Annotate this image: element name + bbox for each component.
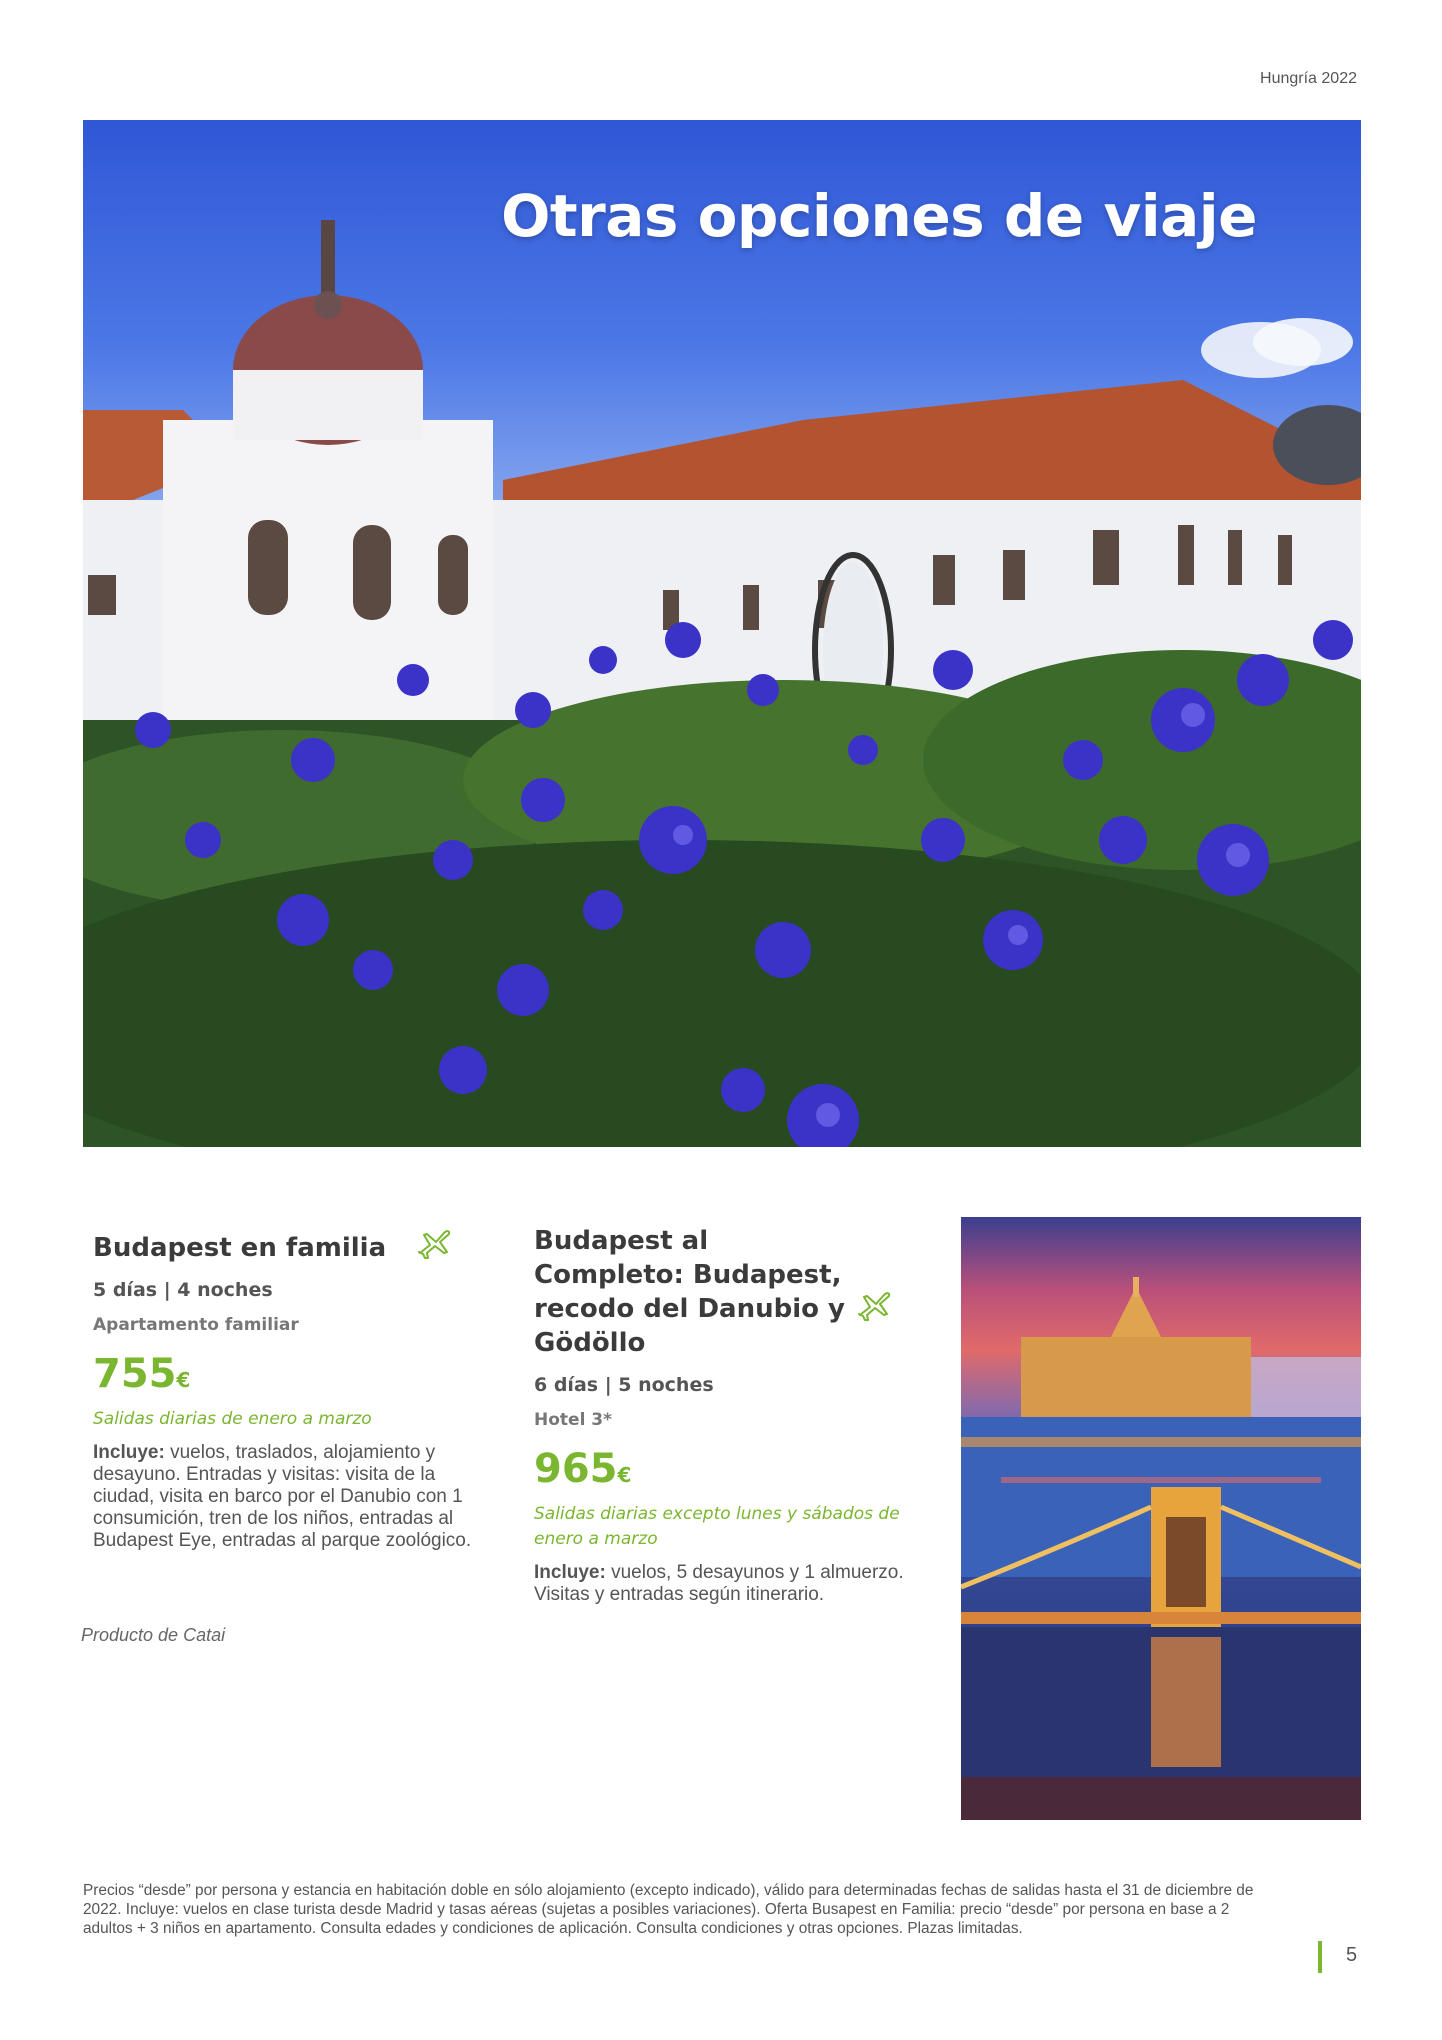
- offer-lodging: Apartamento familiar: [93, 1315, 299, 1335]
- offer-duration: 6 días | 5 noches: [534, 1374, 714, 1396]
- offer-includes: [534, 1562, 914, 1606]
- offer-includes: [93, 1442, 493, 1552]
- product-note: Producto de Catai: [81, 1625, 226, 1645]
- chain-bridge-illustration: [961, 1217, 1361, 1820]
- offer-duration: 5 días | 4 noches: [93, 1279, 273, 1301]
- offer-price: [534, 1446, 914, 1492]
- includes-label: Incluye:: [93, 1442, 165, 1463]
- page-number-bar: [1318, 1941, 1322, 1973]
- offer-price: [93, 1351, 493, 1397]
- offer-dates: Salidas diarias excepto lunes y sábados de enero a marzo: [534, 1504, 900, 1549]
- page-number: 5: [1346, 1944, 1358, 1966]
- palace-illustration: [83, 120, 1361, 1147]
- offer-title: Budapest al Completo: Budapest, recodo del Danubio y Gödöllo: [534, 1226, 845, 1358]
- hero-photo-palace: [83, 120, 1361, 1147]
- includes-text: vuelos, traslados, alojamiento y desayuno. Entradas y visitas: visita de la ciudad, visita en barco por el Danubio con 1 consumición, tren de los niños, entradas al Budapest Eye, entradas al parque zoológico.: [93, 1442, 472, 1551]
- plane-icon: [856, 1285, 894, 1323]
- offer-card-budapest-familia: [93, 1231, 493, 1552]
- price-footnote: Precios “desde” por persona y estancia en habitación doble en sólo alojamiento (excepto indicado), válido para determinadas fechas de salidas hasta el 31 de diciembre de 2022. Incluye: vuelos en clase turista desde Madrid y tasas aéreas (sujetas a posibles variaciones). Oferta Busapest en Familia: precio “desde” por persona en base a 2 adultos + 3 niños en apartamento. Consulta edades y condiciones de aplicación. Consulta condiciones y otras opciones. Plazas limitadas.: [83, 1882, 1254, 1937]
- page-title: Otras opciones de viaje: [501, 182, 1257, 250]
- price-value: 965: [534, 1446, 618, 1492]
- includes-text: vuelos, 5 desayunos y 1 almuerzo. Visitas y entradas según itinerario.: [534, 1562, 904, 1605]
- price-value: 755: [93, 1351, 177, 1397]
- offer-title: Budapest en familia: [93, 1233, 387, 1263]
- price-currency: €: [176, 1368, 191, 1392]
- offer-card-budapest-completo: [534, 1224, 914, 1606]
- budapest-night-photo: [961, 1217, 1361, 1820]
- offer-dates: Salidas diarias de enero a marzo: [93, 1409, 372, 1429]
- offer-lodging: Hotel 3*: [534, 1410, 613, 1430]
- document-header-tag: Hungría 2022: [1260, 70, 1357, 87]
- plane-icon: [416, 1223, 454, 1261]
- includes-label: Incluye:: [534, 1562, 606, 1583]
- price-currency: €: [617, 1463, 632, 1487]
